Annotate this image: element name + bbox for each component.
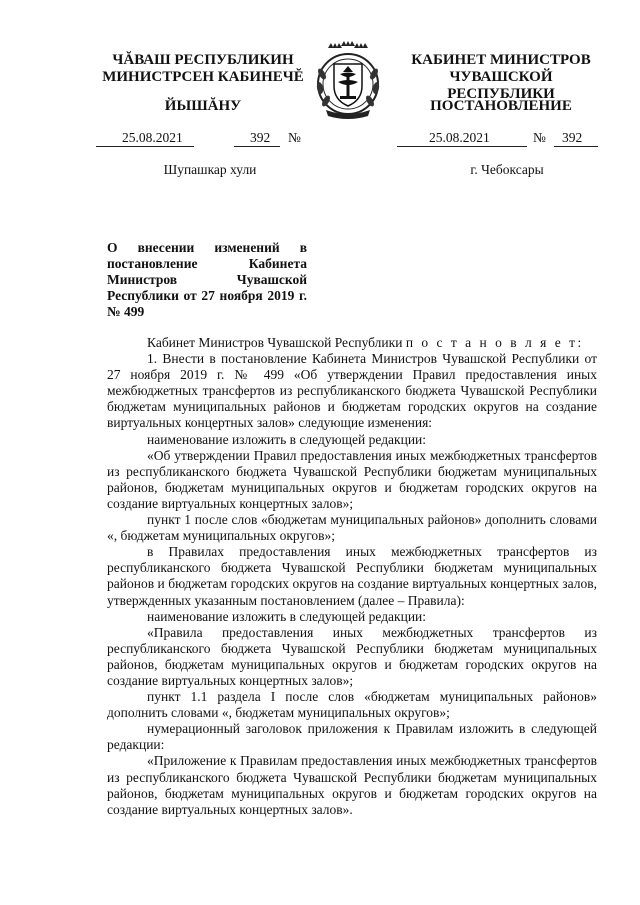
right-doc-type: ПОСТАНОВЛЕНИЕ [430,98,572,114]
body-paragraph: «Об утверждении Правил предоставления иных межбюджетных трансфертов из республиканского бюджета Чувашской Республики бюджетам муниципальных районов, бюджетам муниципальных округов и бюджетам городских округов на создание виртуальных концертных залов»; [107,447,597,511]
body-paragraph: «Приложение к Правилам предоставления иных межбюджетных трансфертов из республиканского бюджета Чувашской Республики бюджетам муниципальных районов, бюджетам муниципальных округов и бюджетам городских округов на создание виртуальных концертных залов». [107,753,597,817]
right-header-line2: ЧУВАШСКОЙ РЕСПУБЛИКИ [447,69,555,102]
body-paragraph: пункт 1.1 раздела I после слов «бюджетам муниципальных районов» дополнить словами «, бюджетам муниципальных округов»; [107,689,597,721]
intro-prefix: Кабинет Министров Чувашской Республики [147,335,403,350]
right-number: 392 [562,130,583,145]
document-subject: О внесении изменений в постановление Кабинета Министров Чувашской Республики от 27 ноября 2019 г. № 499 [107,240,307,319]
right-place: г. Чебоксары [470,162,544,177]
body-paragraph: нумерационный заголовок приложения к Правилам изложить в следующей редакции: [107,721,597,753]
coat-of-arms-icon [306,38,390,122]
left-date-line [96,130,194,147]
left-doc-type: ЙЫШĂНУ [164,98,242,114]
body-paragraph: наименование изложить в следующей редакции: [147,608,427,624]
document-body [107,335,597,818]
left-header [100,52,306,86]
right-number-line [554,130,598,147]
body-paragraph: пункт 1 после слов «бюджетам муниципальных районов» дополнить словами «, бюджетам муниципальных округов»; [107,512,597,544]
left-date: 25.08.2021 [122,130,183,145]
left-header-line2: МИНИСТРСЕН КАБИНЕЧĔ [102,69,304,85]
right-header [396,52,606,103]
intro-paragraph [107,335,597,351]
body-paragraph: в Правилах предоставления иных межбюджетных трансфертов из республиканского бюджета Чувашской Республики бюджетам муниципальных районов и бюджетам городских округов на создание виртуальных концертных залов, утвержденных указанным постановлением (далее – Правила): [107,544,597,608]
body-paragraph: 1. Внести в постановление Кабинета Министров Чувашской Республики от 27 ноября 2019 г. № 499 «Об утверждении Правил предоставления иных межбюджетных трансфертов из республиканского бюджета Чувашской Республики бюджетам муниципальных районов и бюджетам городских округов на создание виртуальных концертных залов» следующие изменения: [107,351,597,431]
left-header-line1: ЧĂВАШ РЕСПУБЛИКИН [112,52,294,68]
right-number-sign: № [533,130,546,145]
left-place: Шупашкар хули [163,162,257,177]
left-number-line [234,130,280,147]
body-paragraph: наименование изложить в следующей редакции: [147,431,427,447]
right-date: 25.08.2021 [429,130,490,145]
left-number: 392 [250,130,271,145]
body-paragraph: «Правила предоставления иных межбюджетных трансфертов из республиканского бюджета Чувашской Республики бюджетам муниципальных районов, бюджетам муниципальных округов и бюджетам городских округов на создание виртуальных концертных залов»; [107,624,597,688]
right-date-line [397,130,527,147]
right-header-line1: КАБИНЕТ МИНИСТРОВ [411,52,591,68]
intro-verb: п о с т а н о в л я е т: [405,335,584,350]
left-number-sign: № [288,130,301,145]
